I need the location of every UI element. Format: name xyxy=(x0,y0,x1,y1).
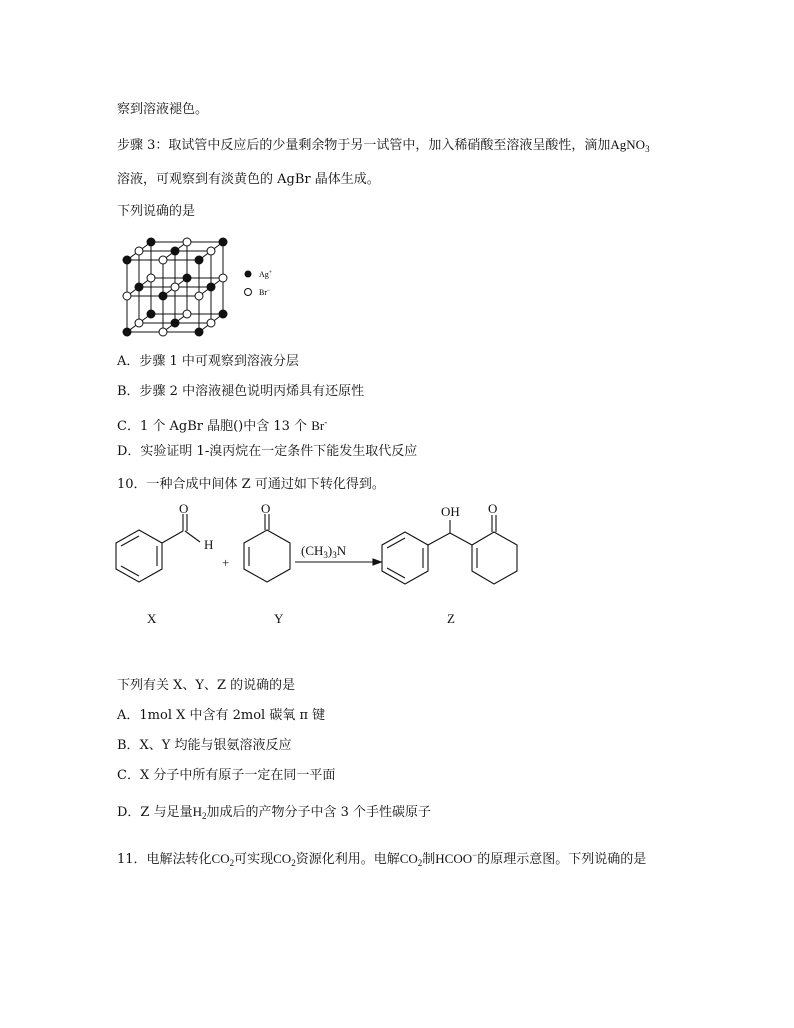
h2-formula xyxy=(193,804,207,819)
text-line: 察到溶液褪色。 xyxy=(117,102,209,117)
co2-sub: 2 xyxy=(229,858,235,868)
ag-ion xyxy=(171,247,179,255)
co2-sub: 2 xyxy=(291,858,296,868)
co2-sub: 2 xyxy=(417,858,423,868)
br-ion xyxy=(123,292,131,300)
option-c-text: C．1 个 AgBr 晶胞()中含 13 个 xyxy=(117,419,308,434)
atom-o-y: O xyxy=(261,501,271,516)
q11-stem xyxy=(117,846,646,872)
q10-d-text1: D．Z 与足量 xyxy=(117,805,193,820)
reaction-arrow xyxy=(295,559,381,565)
agbr-crystal-figure xyxy=(115,232,295,340)
agno3-formula xyxy=(610,137,649,152)
ag-ion xyxy=(195,256,203,264)
br-ion xyxy=(135,247,143,255)
step3-line xyxy=(117,136,650,158)
q11-text4: 制 xyxy=(422,852,436,867)
molecule-y xyxy=(244,514,290,582)
q10-question: 下列有关 X、Y、Z 的说确的是 xyxy=(117,678,296,693)
co2-formula-3 xyxy=(400,851,423,866)
q10-option-a: A．1mol X 中含有 2mol 碳氧 π 键 xyxy=(117,708,326,723)
q11-text3: 资源化利用。电解 xyxy=(295,852,400,867)
atom-o-x: O xyxy=(179,501,189,516)
q10-option-c: C．X 分子中所有原子一定在同一平面 xyxy=(117,768,336,783)
text-line: 溶液，可观察到有淡黄色的 AgBr 晶体生成。 xyxy=(117,172,380,187)
label-x: X xyxy=(147,611,157,626)
co2-main: CO xyxy=(211,851,230,866)
q10-option-d xyxy=(117,803,431,825)
q11-text5: 的原理示意图。下列说确的是 xyxy=(477,852,647,867)
option-c xyxy=(117,413,327,436)
label-y: Y xyxy=(274,611,284,626)
ag-ion xyxy=(183,274,191,282)
hcoo-sup: − xyxy=(472,850,478,860)
reagent-label: $(CH_3)_3N$ xyxy=(301,543,347,560)
option-d: D．实验证明 1-溴丙烷在一定条件下能发生取代反应 xyxy=(117,444,418,459)
hcoo-formula xyxy=(435,851,477,866)
ag-ion xyxy=(219,310,227,318)
plus-sign: + xyxy=(222,555,230,570)
atom-h-x: H xyxy=(204,537,214,552)
ag-ion xyxy=(159,292,167,300)
q10-option-b: B．X、Y 均能与银氨溶液反应 xyxy=(117,738,292,753)
br-main: Br xyxy=(311,418,325,433)
q10-d-text2: 加成后的产物分子中含 3 个手性碳原子 xyxy=(206,805,432,820)
h2-sub: 2 xyxy=(201,811,207,821)
legend-br-dot xyxy=(245,289,252,296)
reaction-scheme xyxy=(105,500,535,635)
crystal-atoms xyxy=(123,238,227,336)
br-ion xyxy=(159,328,167,336)
step3-text: 步骤 3：取试管中反应后的少量剩余物于另一试管中，加入稀硝酸至溶液呈酸性，滴加 xyxy=(117,138,611,153)
ag-ion xyxy=(171,319,179,327)
q11-text1: 11．电解法转化 xyxy=(117,852,212,867)
q10-stem: 10．一种合成中间体 Z 可通过如下转化得到。 xyxy=(117,477,385,492)
ag-ion xyxy=(195,328,203,336)
ag-ion xyxy=(123,328,131,336)
legend-br-label: Br− xyxy=(259,288,271,297)
br-ion xyxy=(219,274,227,282)
atom-oh-z: OH xyxy=(441,504,460,519)
br-sup: - xyxy=(324,417,328,427)
br-ion xyxy=(183,238,191,246)
label-z: Z xyxy=(447,611,455,626)
br-ion xyxy=(207,319,215,327)
ag-ion xyxy=(219,238,227,246)
br-formula xyxy=(311,418,327,433)
ag-ion xyxy=(147,238,155,246)
co2-main: CO xyxy=(399,851,418,866)
option-b: B．步骤 2 中溶液褪色说明丙烯具有还原性 xyxy=(117,384,365,399)
atom-o-z: O xyxy=(488,501,498,516)
agno3-main: AgNO xyxy=(610,137,646,152)
option-a: A．步骤 1 中可观察到溶液分层 xyxy=(117,354,299,369)
question-prompt: 下列说确的是 xyxy=(117,204,196,219)
h2-main: H xyxy=(192,804,202,819)
legend-ag-label: Ag+ xyxy=(259,270,273,279)
molecule-x xyxy=(116,514,200,582)
br-ion xyxy=(183,310,191,318)
co2-formula-2 xyxy=(273,851,296,866)
hcoo-main: HCOO xyxy=(435,851,473,866)
ag-ion xyxy=(135,283,143,291)
br-ion xyxy=(159,256,167,264)
ag-ion xyxy=(123,256,131,264)
molecule-z xyxy=(382,515,517,584)
br-ion xyxy=(207,247,215,255)
q11-text2: 可实现 xyxy=(234,852,274,867)
agno3-sub: 3 xyxy=(645,144,650,154)
co2-formula-1 xyxy=(212,851,235,866)
br-ion xyxy=(147,274,155,282)
br-ion xyxy=(195,292,203,300)
co2-main: CO xyxy=(273,851,292,866)
br-ion xyxy=(171,283,179,291)
ag-ion xyxy=(147,310,155,318)
ag-ion xyxy=(207,283,215,291)
br-ion xyxy=(135,319,143,327)
legend-ag-dot xyxy=(245,271,252,278)
